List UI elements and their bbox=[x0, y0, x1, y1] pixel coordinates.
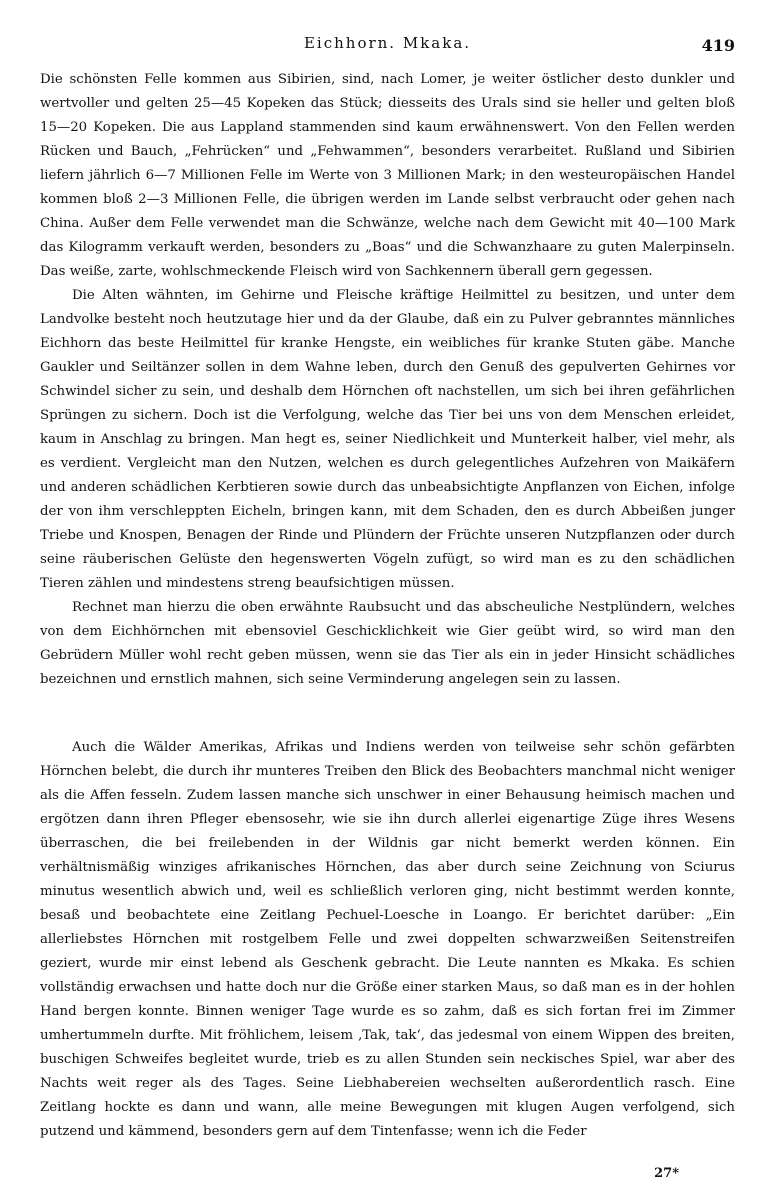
paragraph-fur-trade: Die schönsten Felle kommen aus Sibirien, sind, nach Lomer, je weiter östlicher desto dunkler und wertvoller und gelten 25—45 Kopeken das Stück; diesseits des Urals sind sie heller und gelten bloß 15—20 Kopeken. Die aus Lappland stammenden sind kaum erwähnenswert. Von den Fellen werden Rücken und Bauch, „Fehrücken“ und „Fehwammen“, besonders verarbeitet. Rußland und Sibirien liefern jährlich 6—7 Millionen Felle im Werte von 3 Millionen Mark; in den westeuropäischen Handel kommen bloß 2—3 Millionen Felle, die übrigen werden im Lande selbst verbraucht oder gehen nach China. Außer dem Felle verwendet man die Schwänze, welche nach dem Gewicht mit 40—100 Mark das Kilogramm verkauft werden, besonders zu „Boas“ und die Schwanzhaare zu guten Malerpinseln. Das weiße, zarte, wohlschmeckende Fleisch wird von Sachkennern überall gern gegessen. bbox=[40, 72, 735, 279]
page-header bbox=[40, 34, 735, 64]
printer-signature: 27* bbox=[654, 1166, 679, 1181]
body-text bbox=[40, 68, 735, 1144]
paragraph-folk-beliefs: Die Alten wähnten, im Gehirne und Fleische kräftige Heilmittel zu besitzen, und unter dem Landvolke besteht noch heutzutage hier und da der Glaube, daß ein zu Pulver gebranntes männliches Eichhorn das beste Heilmittel für kranke Hengste, ein weibliches für kranke Stuten gäbe. Manche Gaukler und Seiltänzer sollen in dem Wahne leben, durch den Genuß des gepulverten Gehirnes vor Schwindel sicher zu sein, und deshalb dem Hörnchen oft nachstellen, um sich bei ihren gefährlichen Sprüngen zu sichern. Doch ist die Verfolgung, welche das Tier bei uns von dem Menschen erleidet, kaum in Anschlag zu bringen. Man hegt es, seiner Niedlichkeit und Munterkeit halber, viel mehr, als es verdient. Vergleicht man den Nutzen, welchen es durch gelegentliches Aufzehren von Maikäfern und anderen schädlichen Kerbtieren sowie durch das unbeabsichtigte Anpflanzen von Eichen, infolge der von ihm verschleppten Eicheln, bringen kann, mit dem Schaden, den es durch Abbeißen junger Triebe und Knospen, Benagen der Rinde und Plündern der Früchte unseren Nutzpflanzen oder durch seine räuberischen Gelüste den hegenswerten Vögeln zufügt, so wird man es zu den schädlichen Tieren zählen und mindestens streng beaufsichtigen müssen. bbox=[40, 288, 735, 591]
page-number: 419 bbox=[701, 36, 735, 55]
paragraph-nest-plundering: Rechnet man hierzu die oben erwähnte Raubsucht und das abscheuliche Nestplündern, welches von dem Eichhörnchen mit ebensoviel Geschicklichkeit wie Gier geübt wird, so wird man den Gebrüdern Müller wohl recht geben müssen, wenn sie das Tier als ein in jeder Hinsicht schädliches bezeichnen und ernstlich mahnen, sich seine Verminderung angelegen sein zu lassen. bbox=[40, 600, 735, 687]
section-gap bbox=[40, 692, 735, 736]
running-head: Eichhorn. Mkaka. bbox=[303, 34, 472, 52]
paragraph-mkaka: Auch die Wälder Amerikas, Afrikas und Indiens werden von teilweise sehr schön gefärbten Hörnchen belebt, die durch ihr munteres Treiben den Blick des Beobachters manchmal nicht weniger als die Affen fesseln. Zudem lassen manche sich unschwer in einer Behausung heimisch machen und ergötzen dann ihren Pfleger ebensosehr, wie sie ihn durch allerlei eigenartige Züge ihres Wesens überraschen, die bei freilebenden in der Wildnis gar nicht bemerkt werden können. Ein verhältnismäßig winziges afrikanisches Hörnchen, das aber durch seine Zeichnung von Sciurus minutus wesentlich abwich und, weil es schließlich verloren ging, nicht bestimmt werden konnte, besaß und beobachtete eine Zeitlang Pechuel-Loesche in Loango. Er berichtet darüber: „Ein allerliebstes Hörnchen mit rostgelbem Felle und zwei doppelten schwarzweißen Seitenstreifen geziert, wurde mir einst lebend als Geschenk gebracht. Die Leute nannten es Mkaka. Es schien vollständig erwachsen und hatte doch nur die Größe einer starken Maus, so daß man es in der hohlen Hand bergen konnte. Binnen weniger Tage wurde es so zahm, daß es sich fortan frei im Zimmer umhertummeln durfte. Mit fröhlichem, leisem ‚Tak, tak‘, das jedesmal von einem Wippen des breiten, buschigen Schweifes begleitet wurde, trieb es zu allen Stunden sein neckisches Spiel, war aber des Nachts weit reger als des Tages. Seine Liebhabereien wechselten außerordentlich rasch. Eine Zeitlang hockte es dann und wann, alle meine Bewegungen mit klugen Augen verfolgend, sich putzend und kämmend, besonders gern auf dem Tintenfasse; wenn ich die Feder bbox=[40, 740, 735, 1139]
